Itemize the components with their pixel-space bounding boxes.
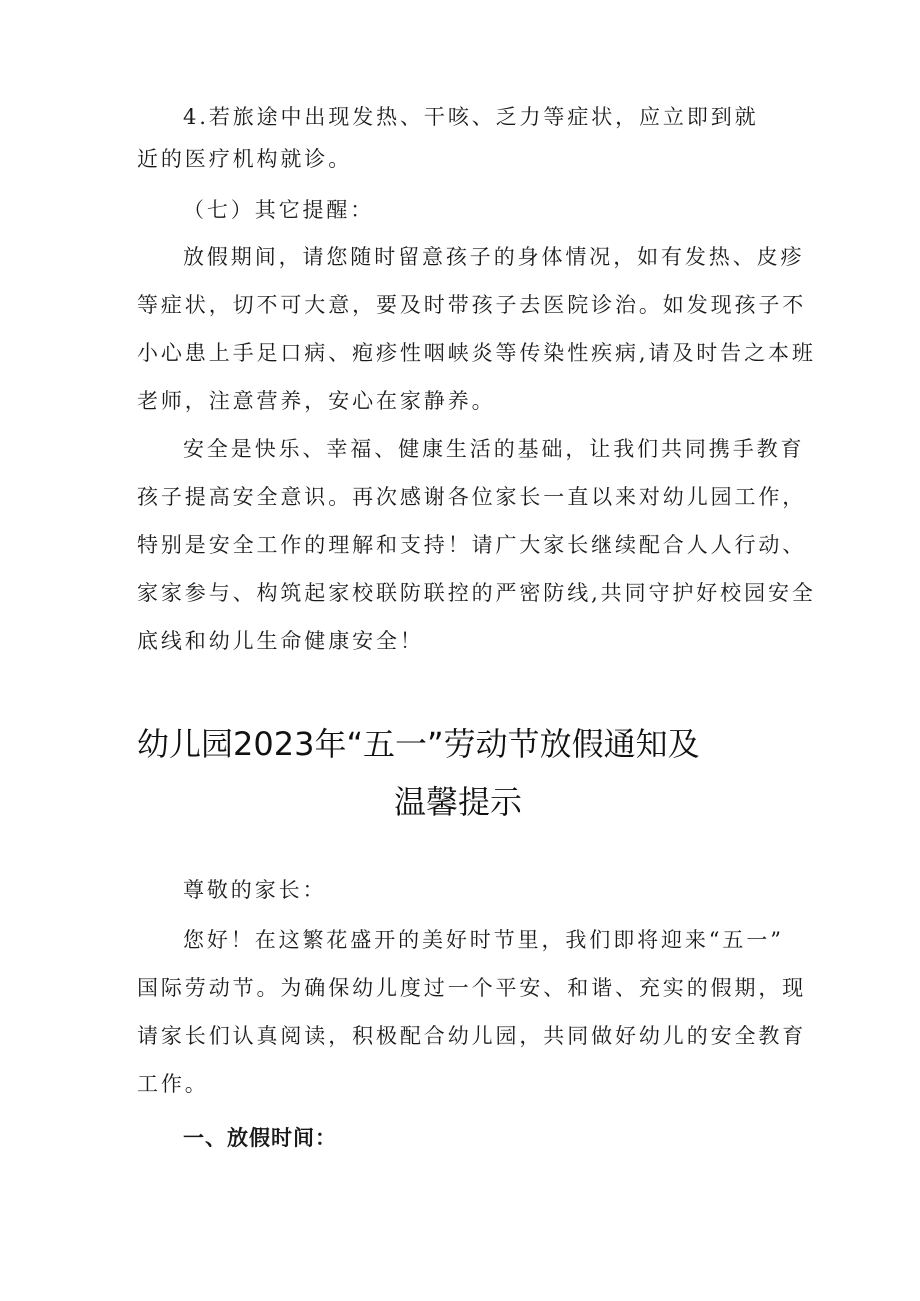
section1-heading: 一、放假时间： [183, 1126, 337, 1150]
notice-title-line-1: 幼儿园2023年“五一”劳动节放假通知及 [137, 725, 700, 763]
para1-line-1: 放假期间，请您随时留意孩子的身体情况，如有发热、皮疹 [183, 245, 805, 269]
salutation: 尊敬的家长： [183, 878, 327, 902]
para2-line-4: 家家参与、构筑起家校联防联控的严密防线,共同守护好校园安全 [137, 581, 816, 605]
section7-title: （七）其它提醒： [183, 198, 375, 222]
notice-title-line-2: 温馨提示 [394, 783, 523, 821]
intro-line-3: 请家长们认真阅读，积极配合幼儿园，共同做好幼儿的安全教育 [137, 1024, 807, 1048]
para2-line-1: 安全是快乐、幸福、健康生活的基础，让我们共同携手教育 [183, 437, 805, 461]
para2-line-3: 特别是安全工作的理解和支持！请广大家长继续配合人人行动、 [137, 533, 807, 557]
item4-line-2: 近的医疗机构就诊。 [137, 147, 353, 171]
intro-line-2: 国际劳动节。为确保幼儿度过一个平安、和谐、充实的假期，现 [137, 976, 807, 1000]
para1-line-4: 老师，注意营养，安心在家静养。 [137, 389, 496, 413]
intro-line-4: 工作。 [137, 1072, 209, 1096]
para2-line-2: 孩子提高安全意识。再次感谢各位家长一直以来对幼儿园工作， [137, 485, 807, 509]
para2-line-5: 底线和幼儿生命健康安全！ [137, 629, 424, 653]
para1-line-2: 等症状，切不可大意，要及时带孩子去医院诊治。如发现孩子不 [137, 293, 807, 317]
intro-line-1: 您好！在这繁花盛开的美好时节里，我们即将迎来“五一” [183, 928, 784, 952]
para1-line-3: 小心患上手足口病、疱疹性咽峡炎等传染性疾病,请及时告之本班 [137, 341, 816, 365]
item4-line-1: 4.若旅途中出现发热、干咳、乏力等症状，应立即到就 [183, 105, 759, 129]
